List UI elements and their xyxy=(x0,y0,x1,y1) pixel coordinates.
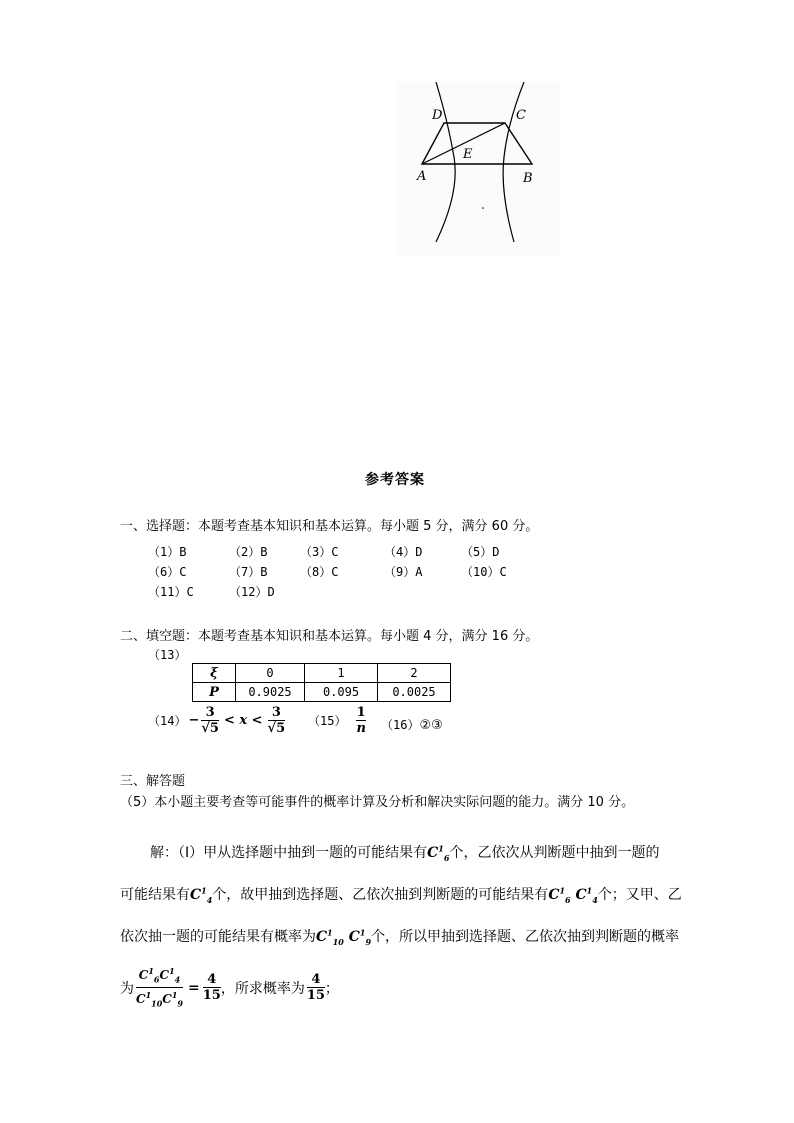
solution-text: 为 xyxy=(120,980,134,997)
combination-c6-c4: $C^1_6$ $C^1_4$ xyxy=(548,885,598,905)
solution-text: 个；又甲、乙 xyxy=(597,887,682,903)
q14-inequality: < x < xyxy=(223,713,263,728)
fraction-numerator: 3 xyxy=(271,705,281,720)
q15-fraction xyxy=(356,705,365,736)
choice-item: （2）B xyxy=(229,545,268,559)
solution-text: ； xyxy=(324,980,339,997)
q14-fraction-left xyxy=(201,705,219,736)
solution-text: ，所求概率为 xyxy=(220,980,305,997)
fraction-numerator: 4 xyxy=(311,972,321,988)
fraction-denominator: √5 xyxy=(201,721,219,736)
solution-text: 个，故甲抽到选择题、乙依次抽到判断题的可能结果有 xyxy=(212,887,549,903)
equals-sign: = xyxy=(188,979,200,996)
choice-item: （11）C xyxy=(148,585,194,599)
combination-c4-1: $C^1_4$ xyxy=(190,885,213,905)
label-d: D xyxy=(432,108,443,123)
q14-fraction-right xyxy=(268,705,286,736)
answers-title: 参考答案 xyxy=(365,472,425,488)
q14-answer xyxy=(148,705,285,736)
solution-text: 依次抽一题的可能结果有概率为 xyxy=(120,929,316,945)
solution-line-4 xyxy=(120,964,339,1012)
label-b: B xyxy=(523,171,533,186)
choice-item: （12）D xyxy=(229,585,275,599)
fraction-denominator: √5 xyxy=(267,721,286,736)
choice-item: （5）D xyxy=(461,545,500,559)
probability-distribution-table xyxy=(192,663,451,702)
fraction-numerator: $C^1_6C^1_4$ xyxy=(138,966,181,985)
fraction-numerator: 4 xyxy=(207,972,217,988)
trapezoid-hyperbola-diagram xyxy=(396,82,560,256)
solution-line-2 xyxy=(120,884,682,905)
choice-item: （10）C xyxy=(461,565,507,579)
label-c: C xyxy=(516,108,526,123)
q16-answer xyxy=(381,714,443,733)
combination-c10-c9: $C^1_{10}$ $C^1_9$ xyxy=(316,927,372,947)
choice-item: （7）B xyxy=(229,565,268,579)
fraction-denominator: 15 xyxy=(306,988,325,1004)
table-cell: 2 xyxy=(378,664,451,683)
geometry-figure xyxy=(396,82,560,256)
choice-item: （1）B xyxy=(148,545,187,559)
choice-item: （3）C xyxy=(300,545,339,559)
final-probability-fraction xyxy=(307,972,325,1003)
table-cell: 0.0025 xyxy=(378,683,451,702)
table-cell: 0.9025 xyxy=(236,683,305,702)
table-cell: 1 xyxy=(305,664,378,683)
choice-item: （4）D xyxy=(384,545,423,559)
solution-text: 个，乙依次从判断题中抽到一题的 xyxy=(449,845,660,861)
q15-answer xyxy=(308,705,366,736)
combination-fraction xyxy=(136,964,183,1012)
table-cell: 0 xyxy=(236,664,305,683)
q16-value: ②③ xyxy=(419,718,443,733)
table-row xyxy=(193,664,451,683)
q16-label: （16） xyxy=(381,718,420,732)
solution-text: 个，所以甲抽到选择题、乙依次抽到判断题的概率 xyxy=(371,929,680,945)
solution-text: 可能结果有 xyxy=(120,887,190,903)
table-row-header: ξ xyxy=(193,664,236,683)
fraction-denominator: $C^1_{10}C^1_9$ xyxy=(136,987,183,1011)
solution-line-1 xyxy=(150,842,659,863)
fraction-numerator: 3 xyxy=(205,705,215,720)
choice-item: （9）A xyxy=(384,565,423,579)
q13-label: （13） xyxy=(148,648,187,662)
q14-minus: − xyxy=(188,713,200,728)
table-row xyxy=(193,683,451,702)
section3-intro: （5）本小题主要考查等可能事件的概率计算及分析和解决实际问题的能力。满分 10 分。 xyxy=(120,795,635,810)
combination-c6-1: $C^1_6$ xyxy=(427,843,450,863)
label-a: A xyxy=(417,169,427,184)
solution-text: 解：（Ⅰ）甲从选择题中抽到一题的可能结果有 xyxy=(150,845,428,861)
label-e: E xyxy=(463,147,473,162)
section2-heading: 二、填空题：本题考查基本知识和基本运算。每小题 4 分，满分 16 分。 xyxy=(120,629,539,644)
fraction-numerator: 1 xyxy=(356,705,366,720)
q15-label: （15） xyxy=(308,714,347,728)
choice-item: （6）C xyxy=(148,565,187,579)
table-cell: 0.095 xyxy=(305,683,378,702)
choice-item: （8）C xyxy=(300,565,339,579)
table-row-header: P xyxy=(193,683,236,702)
solution-line-3 xyxy=(120,926,679,947)
section3-heading: 三、解答题 xyxy=(120,774,186,789)
result-fraction xyxy=(203,972,221,1003)
q14-label: （14） xyxy=(148,714,187,728)
section1-heading: 一、选择题：本题考查基本知识和基本运算。每小题 5 分，满分 60 分。 xyxy=(120,519,539,534)
fraction-denominator: n xyxy=(356,721,366,736)
fraction-denominator: 15 xyxy=(202,988,221,1004)
